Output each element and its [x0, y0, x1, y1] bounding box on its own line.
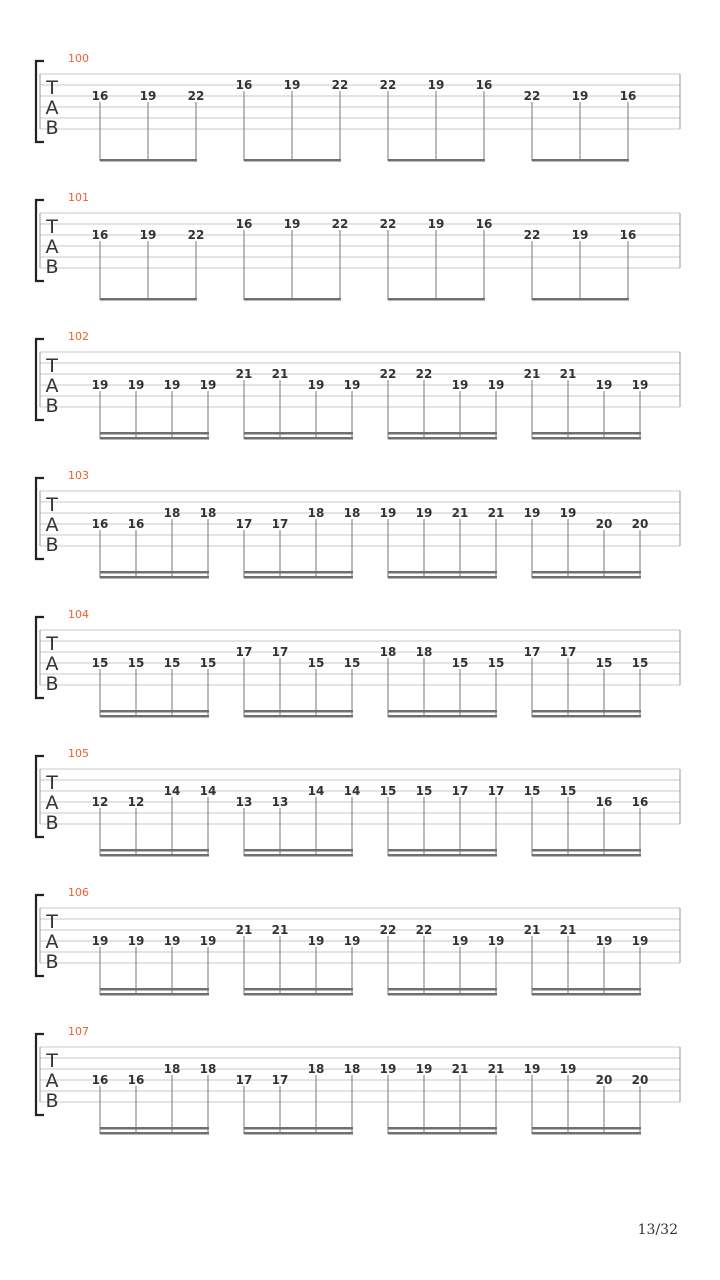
beam — [100, 715, 209, 718]
beam — [100, 1132, 209, 1135]
fret-number: 14 — [307, 784, 325, 798]
fret-number: 19 — [199, 934, 217, 948]
beam — [532, 1132, 641, 1135]
fret-number: 21 — [523, 367, 541, 381]
fret-number: 19 — [523, 506, 541, 520]
beam — [100, 849, 209, 852]
fret-number: 19 — [199, 378, 217, 392]
measure-number: 101 — [68, 191, 89, 204]
fret-number: 21 — [271, 923, 289, 937]
tab-clef-letter: A — [45, 236, 59, 258]
beam — [388, 432, 497, 435]
tab-system — [36, 52, 680, 162]
measure-number: 102 — [68, 330, 89, 343]
tab-clef-letter: A — [45, 1070, 59, 1092]
fret-number: 19 — [559, 506, 577, 520]
fret-number: 16 — [631, 795, 649, 809]
fret-number: 12 — [91, 795, 109, 809]
fret-number: 21 — [451, 506, 469, 520]
fret-number: 19 — [571, 89, 589, 103]
beam — [244, 710, 353, 713]
fret-number: 16 — [619, 228, 637, 242]
beam — [388, 854, 497, 857]
beam — [100, 710, 209, 713]
fret-number: 18 — [343, 506, 361, 520]
beam — [100, 437, 209, 440]
beam — [244, 988, 353, 991]
fret-number: 21 — [559, 367, 577, 381]
measure-number: 103 — [68, 469, 89, 482]
fret-number: 18 — [199, 506, 217, 520]
tab-clef-letter: A — [45, 653, 59, 675]
beam — [532, 432, 641, 435]
tab-clef-letter: T — [46, 355, 58, 377]
tab-clef-letter: B — [45, 117, 59, 139]
fret-number: 16 — [619, 89, 637, 103]
fret-number: 19 — [127, 378, 145, 392]
fret-number: 17 — [235, 1073, 253, 1087]
beam — [100, 298, 197, 301]
fret-number: 12 — [127, 795, 145, 809]
fret-number: 19 — [523, 1062, 541, 1076]
measure-number: 104 — [68, 608, 89, 621]
fret-number: 18 — [163, 506, 181, 520]
fret-number: 19 — [91, 378, 109, 392]
beam — [532, 437, 641, 440]
tab-clef-letter: B — [45, 395, 59, 417]
beam — [100, 576, 209, 579]
tab-clef-letter: T — [46, 494, 58, 516]
fret-number: 16 — [91, 228, 109, 242]
beam — [532, 854, 641, 857]
tab-system — [36, 747, 680, 857]
tab-system — [36, 608, 680, 718]
fret-number: 14 — [343, 784, 361, 798]
beam — [244, 571, 353, 574]
fret-number: 19 — [307, 378, 325, 392]
tab-clef-letter: B — [45, 1090, 59, 1112]
fret-number: 22 — [331, 217, 349, 231]
fret-number: 22 — [379, 78, 397, 92]
fret-number: 21 — [487, 506, 505, 520]
measure-number: 105 — [68, 747, 89, 760]
fret-number: 22 — [415, 367, 433, 381]
fret-number: 18 — [343, 1062, 361, 1076]
fret-number: 16 — [475, 217, 493, 231]
fret-number: 19 — [91, 934, 109, 948]
fret-number: 19 — [343, 378, 361, 392]
fret-number: 19 — [595, 934, 613, 948]
beam — [244, 298, 341, 301]
beam — [244, 715, 353, 718]
fret-number: 20 — [595, 517, 613, 531]
beam — [388, 437, 497, 440]
tab-clef-letter: T — [46, 1050, 58, 1072]
fret-number: 19 — [451, 378, 469, 392]
fret-number: 20 — [631, 517, 649, 531]
fret-number: 18 — [199, 1062, 217, 1076]
fret-number: 19 — [631, 934, 649, 948]
beam — [100, 432, 209, 435]
fret-number: 15 — [451, 656, 469, 670]
beam — [244, 437, 353, 440]
fret-number: 18 — [379, 645, 397, 659]
fret-number: 15 — [595, 656, 613, 670]
tab-system — [36, 191, 680, 301]
fret-number: 17 — [271, 517, 289, 531]
fret-number: 19 — [451, 934, 469, 948]
fret-number: 20 — [631, 1073, 649, 1087]
fret-number: 16 — [475, 78, 493, 92]
beam — [532, 849, 641, 852]
fret-number: 15 — [523, 784, 541, 798]
fret-number: 19 — [379, 506, 397, 520]
beam — [100, 993, 209, 996]
beam — [388, 849, 497, 852]
fret-number: 19 — [163, 934, 181, 948]
fret-number: 22 — [379, 367, 397, 381]
tab-clef-letter: T — [46, 772, 58, 794]
fret-number: 22 — [379, 217, 397, 231]
beam — [532, 576, 641, 579]
fret-number: 19 — [487, 378, 505, 392]
tab-clef-letter: A — [45, 514, 59, 536]
fret-number: 22 — [415, 923, 433, 937]
measure-number: 100 — [68, 52, 89, 65]
tab-clef-letter: B — [45, 951, 59, 973]
beam — [388, 988, 497, 991]
beam — [532, 571, 641, 574]
fret-number: 21 — [487, 1062, 505, 1076]
fret-number: 22 — [187, 89, 205, 103]
tab-clef-letter: B — [45, 812, 59, 834]
fret-number: 19 — [559, 1062, 577, 1076]
fret-number: 19 — [415, 506, 433, 520]
fret-number: 16 — [91, 89, 109, 103]
fret-number: 19 — [379, 1062, 397, 1076]
fret-number: 19 — [571, 228, 589, 242]
fret-number: 15 — [631, 656, 649, 670]
beam — [244, 432, 353, 435]
fret-number: 21 — [235, 367, 253, 381]
fret-number: 16 — [127, 517, 145, 531]
fret-number: 16 — [595, 795, 613, 809]
fret-number: 21 — [523, 923, 541, 937]
fret-number: 18 — [307, 506, 325, 520]
fret-number: 17 — [523, 645, 541, 659]
beam — [100, 1127, 209, 1130]
fret-number: 19 — [595, 378, 613, 392]
beam — [388, 993, 497, 996]
tab-system — [36, 886, 680, 996]
fret-number: 21 — [235, 923, 253, 937]
fret-number: 17 — [559, 645, 577, 659]
beam — [388, 1132, 497, 1135]
tab-clef-letter: A — [45, 375, 59, 397]
fret-number: 19 — [139, 228, 157, 242]
beam — [100, 988, 209, 991]
tab-system — [36, 330, 680, 440]
beam — [532, 298, 629, 301]
fret-number: 16 — [235, 217, 253, 231]
beam — [244, 993, 353, 996]
beam — [100, 159, 197, 162]
fret-number: 17 — [487, 784, 505, 798]
fret-number: 21 — [271, 367, 289, 381]
beam — [532, 710, 641, 713]
fret-number: 19 — [127, 934, 145, 948]
fret-number: 19 — [307, 934, 325, 948]
tab-clef-letter: A — [45, 792, 59, 814]
fret-number: 15 — [127, 656, 145, 670]
beam — [244, 576, 353, 579]
tab-clef-letter: B — [45, 534, 59, 556]
fret-number: 19 — [283, 217, 301, 231]
fret-number: 17 — [271, 1073, 289, 1087]
fret-number: 16 — [91, 517, 109, 531]
tab-clef-letter: B — [45, 673, 59, 695]
beam — [532, 1127, 641, 1130]
fret-number: 22 — [331, 78, 349, 92]
beam — [388, 710, 497, 713]
fret-number: 19 — [487, 934, 505, 948]
beam — [532, 159, 629, 162]
fret-number: 20 — [595, 1073, 613, 1087]
fret-number: 13 — [271, 795, 289, 809]
page-number: 13/32 — [637, 1222, 678, 1238]
fret-number: 19 — [631, 378, 649, 392]
fret-number: 15 — [559, 784, 577, 798]
tab-clef-letter: T — [46, 216, 58, 238]
fret-number: 19 — [283, 78, 301, 92]
fret-number: 16 — [235, 78, 253, 92]
fret-number: 17 — [235, 517, 253, 531]
fret-number: 18 — [307, 1062, 325, 1076]
fret-number: 17 — [235, 645, 253, 659]
fret-number: 22 — [379, 923, 397, 937]
tab-clef-letter: A — [45, 931, 59, 953]
tab-clef-letter: T — [46, 911, 58, 933]
fret-number: 17 — [271, 645, 289, 659]
fret-number: 16 — [91, 1073, 109, 1087]
fret-number: 14 — [199, 784, 217, 798]
fret-number: 22 — [523, 228, 541, 242]
tab-clef-letter: A — [45, 97, 59, 119]
beam — [532, 715, 641, 718]
fret-number: 19 — [139, 89, 157, 103]
fret-number: 18 — [163, 1062, 181, 1076]
fret-number: 18 — [415, 645, 433, 659]
beam — [100, 854, 209, 857]
fret-number: 15 — [307, 656, 325, 670]
fret-number: 15 — [343, 656, 361, 670]
fret-number: 22 — [523, 89, 541, 103]
beam — [244, 159, 341, 162]
tab-system — [36, 1025, 680, 1135]
fret-number: 19 — [427, 78, 445, 92]
beam — [244, 849, 353, 852]
beam — [388, 576, 497, 579]
beam — [244, 854, 353, 857]
fret-number: 21 — [559, 923, 577, 937]
fret-number: 19 — [427, 217, 445, 231]
beam — [100, 571, 209, 574]
fret-number: 19 — [415, 1062, 433, 1076]
beam — [244, 1127, 353, 1130]
beam — [388, 571, 497, 574]
tab-clef-letter: T — [46, 77, 58, 99]
fret-number: 15 — [163, 656, 181, 670]
beam — [532, 993, 641, 996]
fret-number: 21 — [451, 1062, 469, 1076]
fret-number: 16 — [127, 1073, 145, 1087]
measure-number: 106 — [68, 886, 89, 899]
fret-number: 15 — [487, 656, 505, 670]
fret-number: 15 — [91, 656, 109, 670]
beam — [532, 988, 641, 991]
fret-number: 13 — [235, 795, 253, 809]
fret-number: 15 — [379, 784, 397, 798]
fret-number: 19 — [343, 934, 361, 948]
fret-number: 15 — [415, 784, 433, 798]
beam — [388, 298, 485, 301]
beam — [388, 715, 497, 718]
beam — [244, 1132, 353, 1135]
fret-number: 14 — [163, 784, 181, 798]
measure-number: 107 — [68, 1025, 89, 1038]
fret-number: 22 — [187, 228, 205, 242]
fret-number: 19 — [163, 378, 181, 392]
beam — [388, 159, 485, 162]
fret-number: 17 — [451, 784, 469, 798]
tab-clef-letter: T — [46, 633, 58, 655]
beam — [388, 1127, 497, 1130]
fret-number: 15 — [199, 656, 217, 670]
tab-clef-letter: B — [45, 256, 59, 278]
tab-system — [36, 469, 680, 579]
